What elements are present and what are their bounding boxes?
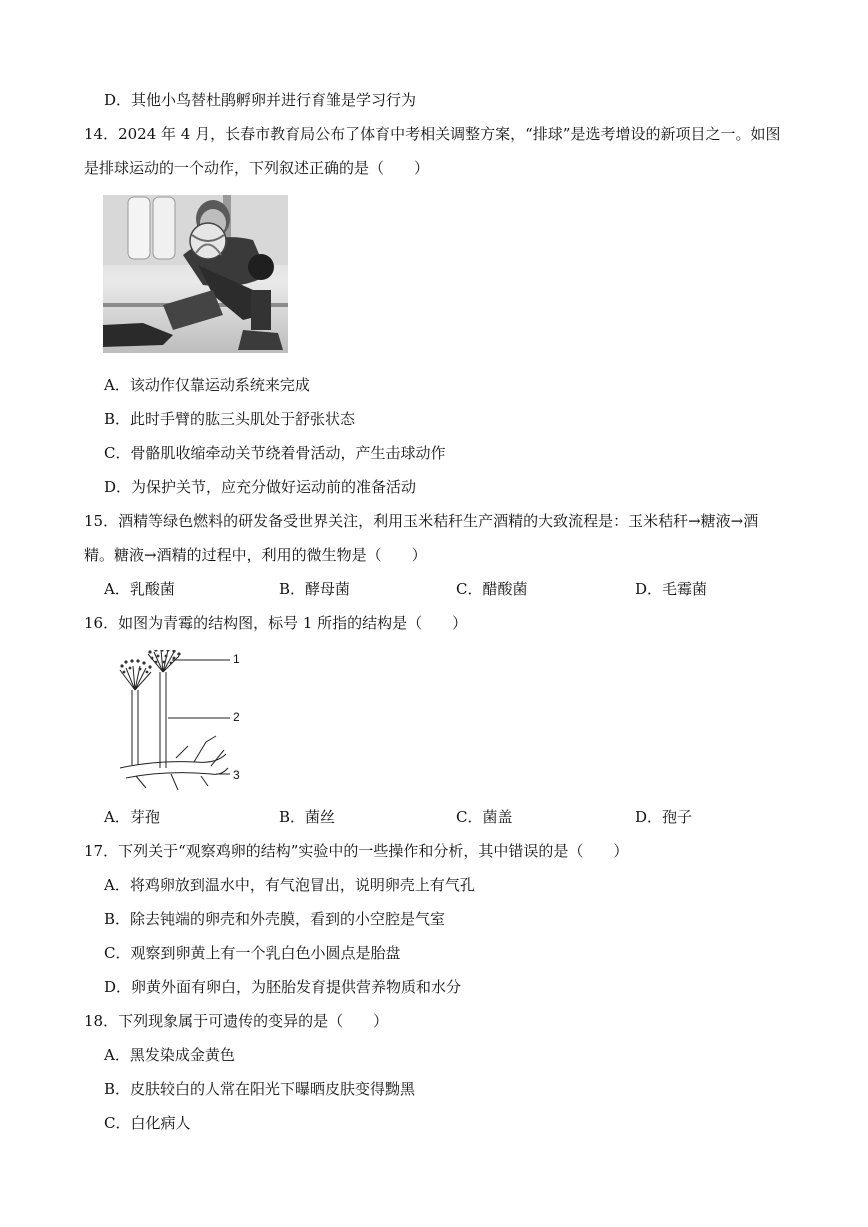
q16-option-d: D．孢子: [635, 808, 693, 826]
q14-option-b: B．此时手臂的肱三头肌处于舒张状态: [104, 410, 356, 428]
q16-option-a: A．芽孢: [104, 808, 160, 826]
q15-stem-line2: 精。糖液→酒精的过程中，利用的微生物是（ ）: [84, 546, 427, 564]
diagram-label-3: 3: [233, 768, 240, 782]
q17-stem: 17．下列关于“观察鸡卵的结构”实验中的一些操作和分析，其中错误的是（ ）: [84, 842, 629, 860]
q15-option-d: D．毛霉菌: [635, 580, 708, 598]
volleyball-photo: [103, 195, 288, 353]
q15-stem-line1: 15．酒精等绿色燃料的研发备受世界关注，利用玉米秸秆生产酒精的大致流程是：玉米秸秆→糖液→酒: [84, 512, 759, 530]
q16-option-c: C．菌盖: [456, 808, 513, 826]
penicillium-diagram: [116, 650, 256, 796]
q15-option-b: B．酵母菌: [279, 580, 351, 598]
q15-option-a: A．乳酸菌: [104, 580, 175, 598]
q14-option-c: C．骨骼肌收缩牵动关节绕着骨活动，产生击球动作: [104, 444, 446, 462]
q17-option-c: C．观察到卵黄上有一个乳白色小圆点是胎盘: [104, 944, 401, 962]
diagram-label-2: 2: [233, 710, 240, 724]
q14-option-d: D．为保护关节，应充分做好运动前的准备活动: [104, 478, 417, 496]
q16-option-b: B．菌丝: [279, 808, 336, 826]
q18-stem: 18．下列现象属于可遗传的变异的是（ ）: [84, 1012, 389, 1030]
q14-option-a: A．该动作仅靠运动系统来完成: [104, 376, 310, 394]
q14-stem-line2: 是排球运动的一个动作，下列叙述正确的是（ ）: [84, 159, 430, 177]
q17-option-a: A．将鸡卵放到温水中，有气泡冒出，说明卵壳上有气孔: [104, 876, 475, 894]
q17-option-d: D．卵黄外面有卵白，为胚胎发育提供营养物质和水分: [104, 978, 462, 996]
q13-option-d: D．其他小鸟替杜鹃孵卵并进行育雏是学习行为: [104, 91, 417, 109]
q15-option-c: C．醋酸菌: [456, 580, 528, 598]
q14-stem-line1: 14．2024 年 4 月，长春市教育局公布了体育中考相关调整方案，“排球”是选考增设的新项目之一。如图: [84, 125, 781, 143]
q18-option-c: C．白化病人: [104, 1114, 191, 1132]
q17-option-b: B．除去钝端的卵壳和外壳膜，看到的小空腔是气室: [104, 910, 446, 928]
diagram-label-1: 1: [233, 652, 240, 666]
q18-option-a: A．黑发染成金黄色: [104, 1046, 235, 1064]
q16-stem: 16．如图为青霉的结构图，标号 1 所指的结构是（ ）: [84, 614, 468, 632]
q18-option-b: B．皮肤较白的人常在阳光下曝晒皮肤变得黝黑: [104, 1080, 416, 1098]
